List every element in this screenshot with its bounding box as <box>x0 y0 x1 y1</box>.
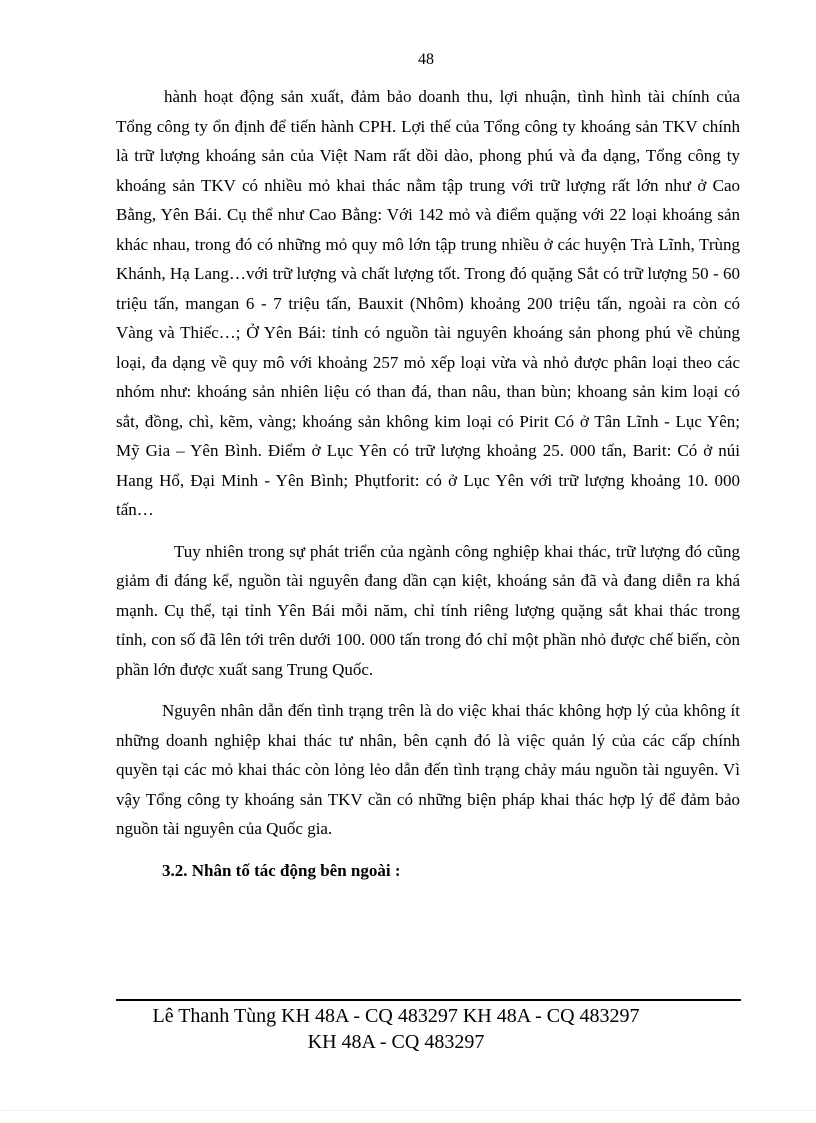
section-heading: 3.2. Nhân tố tác động bên ngoài : <box>162 860 401 880</box>
page-bottom-edge <box>0 1110 816 1111</box>
footer-divider <box>116 999 741 1001</box>
paragraph-resource-depletion: Tuy nhiên trong sự phát triển của ngành công nghiệp khai thác, trữ lượng đó cũng giảm đi đáng kể, nguồn tài nguyên đang dần cạn kiệt, khoáng sản đã và đang diễn ra khá mạnh. Cụ thể, tại tỉnh Yên Bái mỗi năm, chỉ tính riêng lượng quặng sắt khai thác trong tỉnh, con số đã lên tới trên dưới 100. 000 tấn trong đó chỉ một phần nhỏ được chế biến, còn phần lớn được xuất sang Trung Quốc. <box>116 541 740 679</box>
footer-author-line: Lê Thanh Tùng KH 48A - CQ 483297 KH 48A - CQ 483297 <box>152 1005 640 1027</box>
document-body <box>116 82 740 885</box>
page-number: 48 <box>418 51 434 68</box>
paragraph-mineral-reserves: hành hoạt động sản xuất, đảm bảo doanh thu, lợi nhuận, tình hình tài chính của Tổng công ty ổn định để tiến hành CPH. Lợi thế của Tổng công ty khoáng sản TKV chính là trữ lượng khoáng sản của Việt Nam rất dồi dào, phong phú và đa dạng, Tổng công ty khoáng sản TKV có nhiều mỏ khai thác nằm tập trung với trữ lượng rất lớn như ở Cao Bằng, Yên Bái. Cụ thể như Cao Bằng: Với 142 mỏ và điểm quặng với 22 loại khoáng sản khác nhau, trong đó có những mỏ quy mô lớn tập trung nhiều ở các huyện Trà Lĩnh, Trùng Khánh, Hạ Lang…với trữ lượng và chất lượng tốt. Trong đó quặng Sắt có trữ lượng 50 - 60 triệu tấn, mangan 6 - 7 triệu tấn, Bauxit (Nhôm) khoảng 200 triệu tấn, ngoài ra còn có Vàng và Thiếc…; Ở Yên Bái: tỉnh có nguồn tài nguyên khoáng sản phong phú về chủng loại, đa dạng về quy mô với khoảng 257 mỏ xếp loại vừa và nhỏ được phân loại theo các nhóm như: khoáng sản nhiên liệu có than đá, than nâu, than bùn; khoang sản kim loại có sắt, đồng, chì, kẽm, vàng; khoáng sản không kim loại có Pirit Có ở Tân Lĩnh - Lục Yên; Mỹ Gia – Yên Bình. Điểm ở Lục Yên có trữ lượng khoảng 25. 000 tấn, Barit: Có ở núi Hang Hổ, Đại Minh - Yên Bình; Phụtforit: có ở Lục Yên với trữ lượng khoảng 10. 000 tấn… <box>116 87 740 519</box>
footer-class-line: KH 48A - CQ 483297 <box>307 1031 485 1053</box>
page-footer <box>116 1003 676 1055</box>
paragraph-causes: Nguyên nhân dẫn đến tình trạng trên là do việc khai thác không hợp lý của không ít những doanh nghiệp khai thác tư nhân, bên cạnh đó là việc quản lý của các cấp chính quyền tại các mỏ khai thác còn lỏng lẻo dẫn đến tình trạng chảy máu nguồn tài nguyên. Vì vậy Tổng công ty khoáng sản TKV cần có những biện pháp khai thác hợp lý để đảm bảo nguồn tài nguyên của Quốc gia. <box>116 701 740 838</box>
